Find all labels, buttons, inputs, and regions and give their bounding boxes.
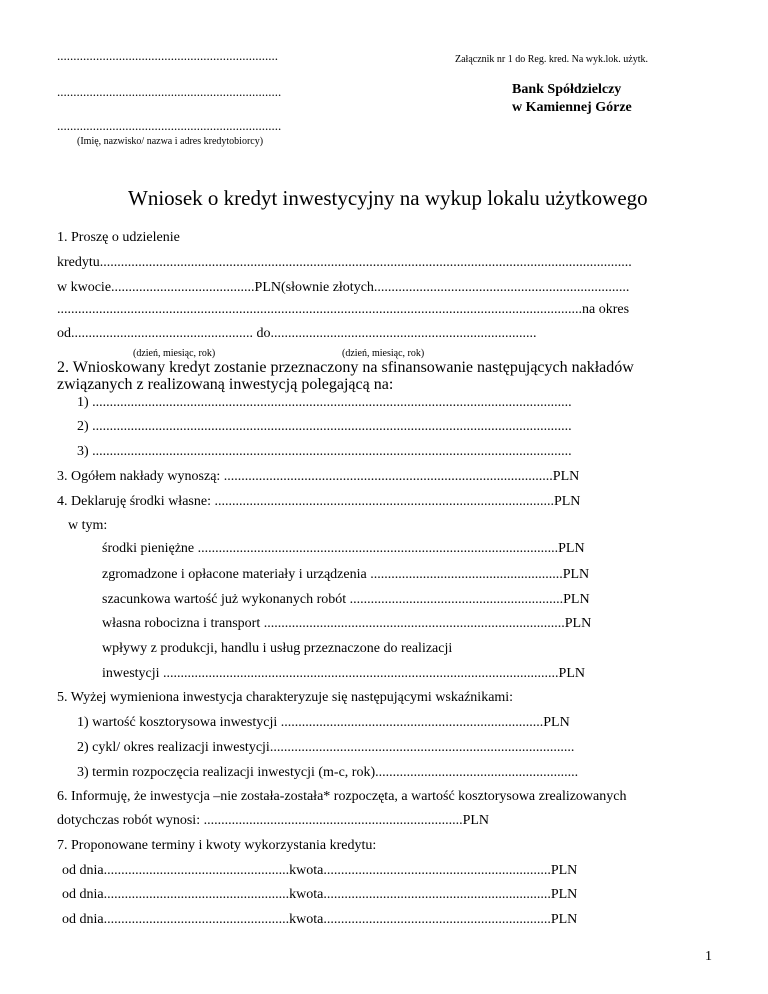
borrower-caption: (Imię, nazwisko/ nazwa i adres kredytobiorcy) xyxy=(77,136,264,147)
own-funds-materials[interactable]: zgromadzone i opłacone materiały i urządzenia .......................................................PLN xyxy=(102,567,590,582)
section6-line1: 6. Informuję, że inwestycja –nie została-została* rozpoczęta, a wartość kosztorysowa zrealizowanych xyxy=(57,789,627,804)
period-line[interactable]: od.................................................... do............................................................................ xyxy=(57,326,537,341)
cost-estimate-line[interactable]: 1) wartość kosztorysowa inwestycji ...........................................................................PLN xyxy=(77,715,570,730)
caption-from: (dzień, miesiąc, rok) xyxy=(133,348,216,359)
own-funds-cash[interactable]: środki pieniężne .......................................................................................................PLN xyxy=(102,541,585,556)
caption-to: (dzień, miesiąc, rok) xyxy=(342,348,425,359)
own-funds-labour[interactable]: własna robocizna i transport ......................................................................................PLN xyxy=(102,616,592,631)
section2-item-1[interactable]: 1) ......................................................................................................................................... xyxy=(77,395,572,410)
section2-heading-line2: związanych z realizowaną inwestycją polegającą na: xyxy=(57,376,394,393)
start-date-line[interactable]: 3) termin rozpoczęcia realizacji inwestycji (m-c, rok).......................................................... xyxy=(77,765,579,780)
page-title: Wniosek o kredyt inwestycyjny na wykup lokalu użytkowego xyxy=(128,186,648,210)
own-funds-revenue-label: wpływy z produkcji, handlu i usług przeznaczone do realizacji xyxy=(102,641,453,656)
credit-line[interactable]: kredytu........................................................................................................................................................ xyxy=(57,255,632,270)
own-funds-works-value[interactable]: szacunkowa wartość już wykonanych robót .............................................................PLN xyxy=(102,592,590,607)
attachment-note: Załącznik nr 1 do Reg. kred. Na wyk.lok. użytk. xyxy=(455,54,649,65)
section7-heading: 7. Proponowane terminy i kwoty wykorzystania kredytu: xyxy=(57,838,377,853)
amount-words-line[interactable]: ......................................................................................................................................................na okres xyxy=(57,302,630,317)
section1-heading: 1. Proszę o udzielenie xyxy=(57,230,180,245)
bank-name: Bank Spółdzielczy xyxy=(512,82,622,97)
section2-heading-line1: 2. Wnioskowany kredyt zostanie przeznaczony na sfinansowanie następujących nakładów xyxy=(57,359,634,376)
borrower-line-2[interactable]: ..................................................................... xyxy=(57,84,282,99)
section2-item-3[interactable]: 3) ......................................................................................................................................... xyxy=(77,444,572,459)
section4-w-tym: w tym: xyxy=(68,518,108,533)
section5-heading: 5. Wyżej wymieniona inwestycja charakteryzuje się następującymi wskaźnikami: xyxy=(57,690,514,705)
page-number: 1 xyxy=(705,949,712,964)
section4-heading[interactable]: 4. Deklaruję środki własne: .................................................................................................PLN xyxy=(57,494,581,509)
own-funds-investment[interactable]: inwestycji .................................................................................................................PLN xyxy=(102,666,585,681)
section2-item-2[interactable]: 2) ......................................................................................................................................... xyxy=(77,419,572,434)
realization-cycle-line[interactable]: 2) cykl/ okres realizacji inwestycji....................................................................................... xyxy=(77,740,575,755)
borrower-line-3[interactable]: ..................................................................... xyxy=(57,118,282,133)
section3-total-outlays[interactable]: 3. Ogółem nakłady wynoszą: ..............................................................................................PLN xyxy=(57,469,580,484)
borrower-line-1[interactable]: .................................................................... xyxy=(57,48,278,63)
usage-row-2[interactable]: od dnia.....................................................kwota.................................................................PLN xyxy=(62,887,578,902)
section6-line2[interactable]: dotychczas robót wynosi: ..........................................................................PLN xyxy=(57,813,490,828)
usage-row-3[interactable]: od dnia.....................................................kwota.................................................................PLN xyxy=(62,912,578,927)
amount-line[interactable]: w kwocie.........................................PLN(słownie złotych......................................................................... xyxy=(57,280,630,295)
usage-row-1[interactable]: od dnia.....................................................kwota.................................................................PLN xyxy=(62,863,578,878)
bank-location: w Kamiennej Górze xyxy=(512,100,632,115)
